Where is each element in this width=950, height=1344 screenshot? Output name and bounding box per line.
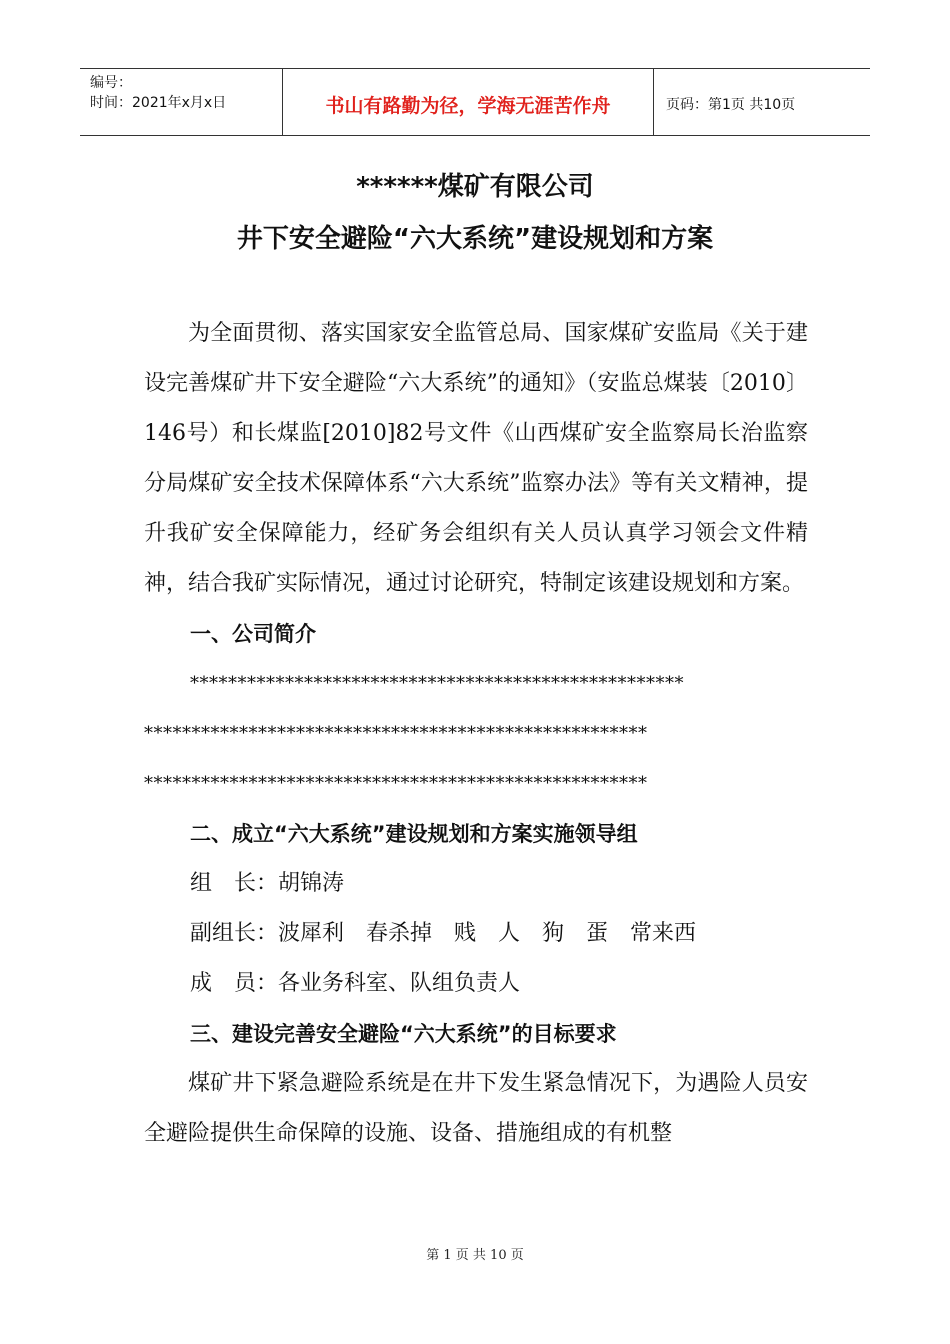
header-page-info: 页码：第1页 共10页 xyxy=(666,97,796,113)
section3-heading: 三、建设完善安全避险“六大系统”的目标要求 xyxy=(190,1022,617,1046)
intro-paragraph: 为全面贯彻、落实国家安全监管总局、国家煤矿安监局《关于建设完善煤矿井下安全避险“六大系统”的通知》（安监总煤装〔2010〕146号）和长煤监[2010]82号文件《山西煤矿安全监察局长治监察分局煤矿安全技术保障体系“六大系统”监察办法》等有关文精神，提升我矿安全保障能力，经矿务会组织有关人员认真学习领会文件精神，结合我矿实际情况，通过讨论研究，特制定该建设规划和方案。 xyxy=(144,321,808,596)
section1-heading: 一、公司简介 xyxy=(190,622,316,646)
header-table xyxy=(80,68,870,136)
header-motto-cell xyxy=(282,69,654,135)
members-line: 成 员：各业务科室、队组负责人 xyxy=(190,971,521,996)
deputy-line: 副组长：波犀利 春杀掉 贱 人 狗 蛋 常来西 xyxy=(190,921,697,946)
document-body xyxy=(144,309,808,1159)
section1-stars-line: ***************************************************** xyxy=(144,773,648,794)
number-label: 编号： xyxy=(90,75,132,91)
header-page-cell xyxy=(654,69,870,135)
section1-stars-line: ***************************************************** xyxy=(144,723,648,744)
section3-paragraph: 煤矿井下紧急避险系统是在井下发生紧急情况下，为遇险人员安全避险提供生命保障的设施、设备、措施组成的有机整 xyxy=(144,1071,808,1146)
header-meta-cell xyxy=(80,69,282,135)
time-label: 时间：2021年x月x日 xyxy=(90,95,227,111)
company-title: ******煤矿有限公司 xyxy=(356,172,594,202)
header-motto: 书山有路勤为径，学海无涯苦作舟 xyxy=(325,94,611,117)
document-title: 井下安全避险“六大系统”建设规划和方案 xyxy=(236,224,714,254)
leader-line: 组 长：胡锦涛 xyxy=(190,871,345,896)
section2-heading: 二、成立“六大系统”建设规划和方案实施领导组 xyxy=(190,822,638,846)
section1-stars-line: **************************************************** xyxy=(190,673,684,694)
page-footer: 第 1 页 共 10 页 xyxy=(426,1248,524,1263)
